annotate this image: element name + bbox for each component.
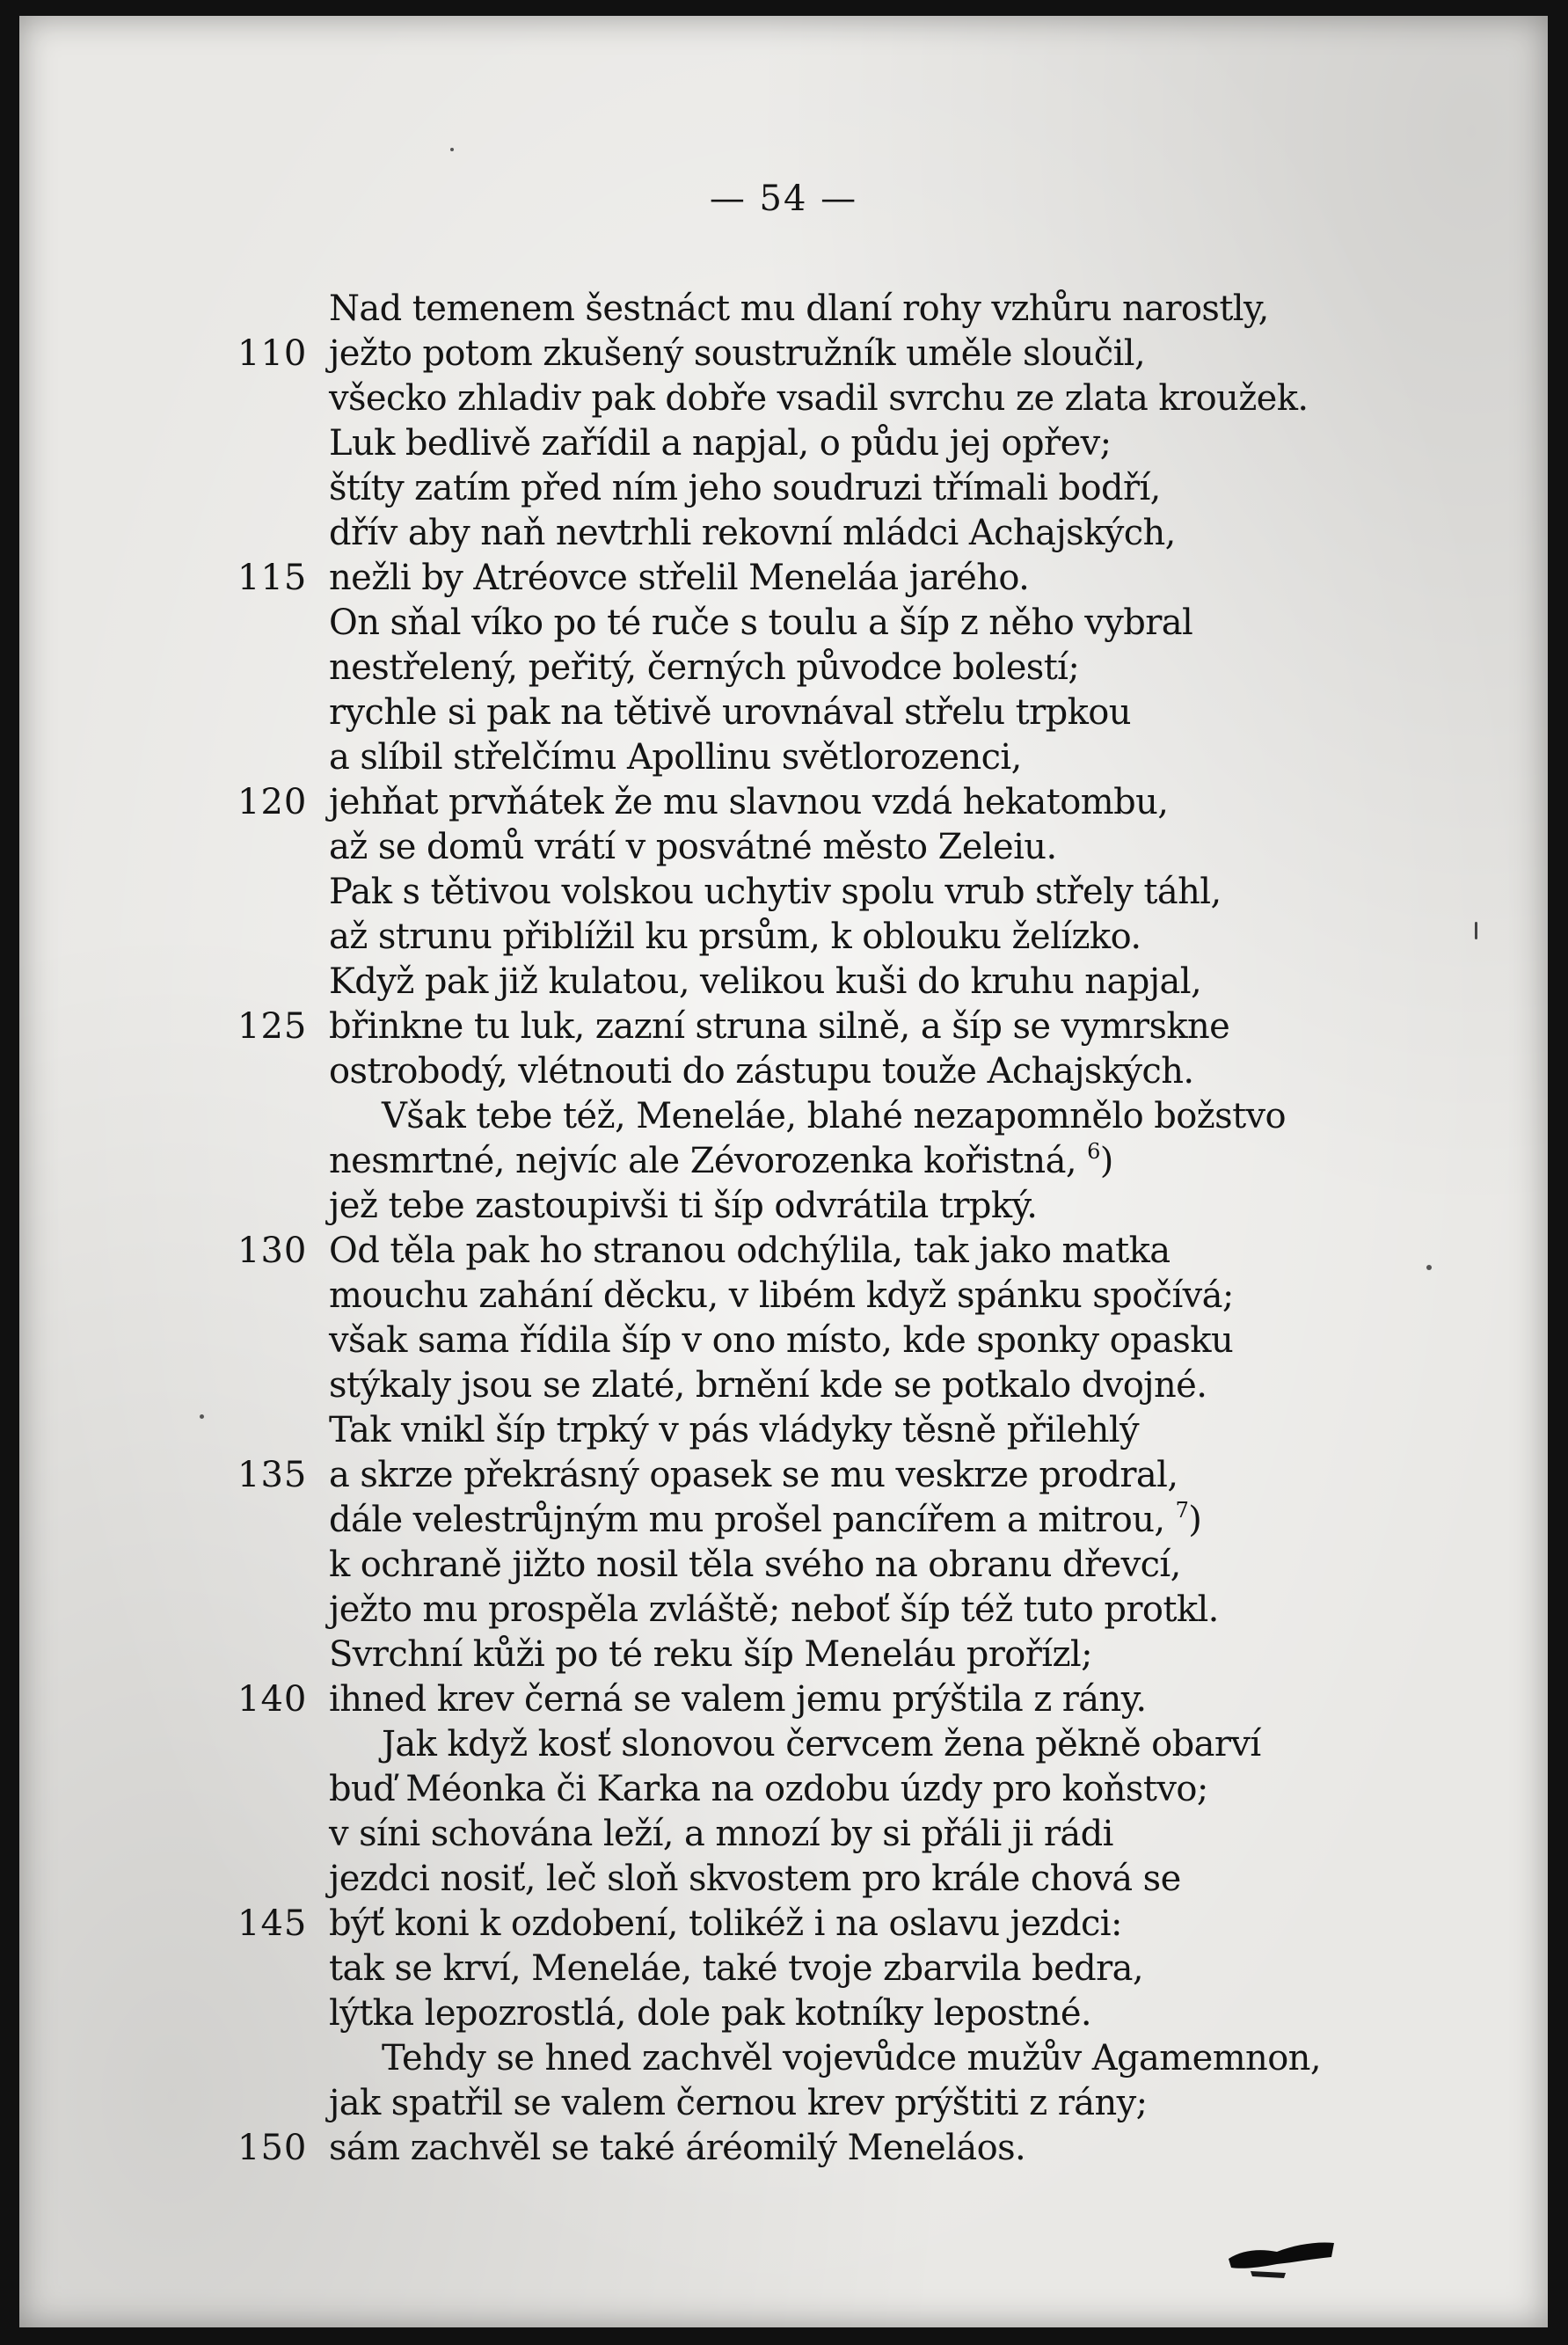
verse-text-wrapper [329,1139,1113,1184]
verse-text-wrapper [329,376,1309,421]
verse-text: stýkaly jsou se zlaté, brnění kde se potkalo dvojné. [329,1365,1207,1406]
verse-text-wrapper [329,915,1141,960]
verse-line [19,825,1548,870]
verse-line [19,1363,1548,1408]
line-number: 125 [237,1006,308,1047]
verse-block [19,287,1548,2171]
verse-line [19,1184,1548,1229]
verse-text-wrapper [329,1812,1113,1857]
verse-text-wrapper [329,2126,1025,2171]
footnote-marker: 7 [1175,1498,1189,1523]
verse-text: Tehdy se hned zachvěl vojevůdce mužův Agamemnon, [382,2038,1321,2078]
verse-line [19,1902,1548,1947]
line-number: 130 [237,1231,308,1271]
verse-text-wrapper [382,1722,1261,1767]
verse-line [19,1229,1548,1274]
verse-text: jezdci nosiť, leč sloň skvostem pro krále chová se [329,1859,1181,1899]
line-number: 150 [237,2128,308,2168]
verse-line [19,1991,1548,2036]
book-page [19,16,1548,2327]
verse-text: a skrze překrásný opasek se mu veskrze prodral, [329,1455,1178,1495]
verse-text: dále velestrůjným mu prošel pancířem a mitrou, [329,1500,1165,1540]
verse-line [19,960,1548,1004]
footnote-paren: ) [1099,1141,1113,1181]
verse-text-wrapper [329,780,1168,825]
verse-text-wrapper [329,1274,1234,1319]
verse-line [19,556,1548,601]
verse-text-wrapper [329,332,1145,376]
verse-text: Luk bedlivě zařídil a napjal, o půdu jej opřev; [329,423,1112,464]
verse-line [19,1049,1548,1094]
verse-text-wrapper [329,870,1222,915]
verse-text: nestřelený, peřitý, černých původce bolestí; [329,647,1080,688]
verse-text-wrapper [329,1408,1139,1453]
verse-text: ježto potom zkušený soustružník uměle sloučil, [329,333,1146,374]
verse-text: tak se krví, Meneláe, také tvoje zbarvila bedra, [329,1948,1144,1989]
verse-text-wrapper [329,1319,1233,1363]
verse-text-wrapper [329,511,1176,556]
verse-text-wrapper [329,1498,1201,1543]
verse-text: všecko zhladiv pak dobře vsadil svrchu ze zlata kroužek. [329,378,1309,419]
line-number: 120 [237,782,308,822]
paper-speck [1475,922,1477,939]
footnote-marker: 6 [1087,1139,1100,1164]
verse-text-wrapper [329,1229,1170,1274]
verse-text-wrapper [329,735,1022,780]
verse-text-wrapper [329,2081,1148,2126]
verse-text: jež tebe zastoupivši ti šíp odvrátila trpký. [329,1186,1038,1226]
verse-line [19,1004,1548,1049]
verse-text-wrapper [329,1184,1037,1229]
verse-text-wrapper [382,1094,1286,1139]
verse-text: lýtka lepozrostlá, dole pak kotníky lepostné. [329,1993,1092,2034]
verse-line [19,332,1548,376]
verse-line [19,511,1548,556]
verse-line [19,421,1548,466]
verse-text-wrapper [329,1543,1181,1588]
verse-text: a slíbil střelčímu Apollinu světlorozenci, [329,737,1022,778]
verse-text-wrapper [329,690,1131,735]
verse-text: až se domů vrátí v posvátné město Zeleiu. [329,827,1057,867]
verse-text-wrapper [329,1363,1207,1408]
verse-text-wrapper [329,1049,1194,1094]
verse-text: dřív aby naň nevtrhli rekovní mládci Achajských, [329,513,1176,553]
verse-line [19,646,1548,690]
verse-text-wrapper [329,1767,1208,1812]
verse-line [19,601,1548,646]
verse-line [19,1588,1548,1633]
verse-text: nežli by Atréovce střelil Meneláa jarého. [329,558,1030,598]
verse-text: Od těla pak ho stranou odchýlila, tak jako matka [329,1231,1171,1271]
verse-line [19,1139,1548,1184]
verse-text-wrapper [329,1991,1091,2036]
verse-line [19,1453,1548,1498]
verse-text: sám zachvěl se také áréomilý Meneláos. [329,2128,1026,2168]
verse-text: buď Méonka či Karka na ozdobu úzdy pro koňstvo; [329,1769,1208,1809]
verse-line [19,1543,1548,1588]
verse-text: Jak když kosť slonovou červcem žena pěkně obarví [382,1724,1261,1764]
verse-text-wrapper [329,1633,1092,1677]
verse-line [19,2081,1548,2126]
verse-line [19,690,1548,735]
verse-line [19,1498,1548,1543]
verse-line [19,287,1548,332]
verse-text: Pak s tětivou volskou uchytiv spolu vrub střely táhl, [329,872,1222,912]
verse-text-wrapper [329,1004,1229,1049]
verse-text: Tak vnikl šíp trpký v pás vládyky těsně přilehlý [329,1410,1140,1450]
verse-text: Svrchní kůži po té reku šíp Meneláu prořízl; [329,1634,1092,1675]
verse-text: nesmrtné, nejvíc ale Zévorozenka kořistná, [329,1141,1076,1181]
verse-text-wrapper [382,2036,1321,2081]
verse-text-wrapper [329,1857,1181,1902]
verse-text-wrapper [329,1677,1147,1722]
line-number: 115 [237,558,308,598]
verse-text-wrapper [329,1902,1122,1947]
verse-text: Však tebe též, Meneláe, blahé nezapomnělo božstvo [382,1096,1287,1136]
verse-text: jak spatřil se valem černou krev prýštiti z rány; [329,2083,1148,2123]
paper-speck [450,148,454,151]
verse-text-wrapper [329,556,1029,601]
footnote-paren: ) [1188,1500,1202,1540]
verse-text: On sňal víko po té ruče s toulu a šíp z něho vybral [329,603,1193,643]
verse-line [19,1274,1548,1319]
line-number: 110 [237,333,308,374]
verse-line [19,2126,1548,2171]
verse-line [19,780,1548,825]
verse-line [19,1857,1548,1902]
verse-line [19,1319,1548,1363]
verse-text-wrapper [329,960,1201,1004]
verse-text: Když pak již kulatou, velikou kuši do kruhu napjal, [329,961,1202,1002]
verse-line [19,1633,1548,1677]
verse-text: k ochraně jižto nosil těla svého na obranu dřevcí, [329,1545,1181,1585]
verse-line [19,1947,1548,1991]
verse-text-wrapper [329,1947,1143,1991]
verse-line [19,915,1548,960]
verse-line [19,870,1548,915]
paper-speck [200,1414,204,1419]
verse-line [19,1722,1548,1767]
page-number: — 54 — [709,179,858,219]
verse-text-wrapper [329,646,1079,690]
verse-text: ihned krev černá se valem jemu prýštila z rány. [329,1679,1147,1720]
verse-text: jehňat prvňátek že mu slavnou vzdá hekatombu, [329,782,1169,822]
verse-text-wrapper [329,466,1161,511]
verse-text-wrapper [329,421,1112,466]
verse-line [19,1408,1548,1453]
verse-text: rychle si pak na tětivě urovnával střelu trpkou [329,692,1131,733]
line-number: 135 [237,1455,308,1495]
verse-text: ježto mu prospěla zvláště; neboť šíp též tuto protkl. [329,1589,1219,1630]
verse-text-wrapper [329,1588,1219,1633]
verse-text-wrapper [329,601,1192,646]
verse-text: mouchu zahání děcku, v libém když spánku spočívá; [329,1275,1234,1316]
verse-text: Nad temenem šestnáct mu dlaní rohy vzhůru narostly, [329,289,1269,329]
paper-speck [1426,1265,1432,1270]
verse-line [19,735,1548,780]
line-number: 140 [237,1679,308,1720]
verse-text: býť koni k ozdobení, tolikéž i na oslavu jezdci: [329,1903,1122,1944]
verse-line [19,376,1548,421]
line-number: 145 [237,1903,308,1944]
verse-text: až strunu přiblížil ku prsům, k oblouku želízko. [329,917,1141,957]
verse-line [19,1677,1548,1722]
verse-text: štíty zatím před ním jeho soudruzi třímali bodří, [329,468,1161,508]
verse-line [19,466,1548,511]
verse-text: ostrobodý, vlétnouti do zástupu touže Achajských. [329,1051,1194,1092]
verse-line [19,1094,1548,1139]
verse-text: však sama řídila šíp v ono místo, kde sponky opasku [329,1320,1234,1361]
verse-text-wrapper [329,825,1057,870]
verse-text: v síni schována leží, a mnozí by si přáli ji rádi [329,1814,1113,1854]
verse-line [19,1812,1548,1857]
verse-text-wrapper [329,287,1269,332]
ink-blot [1224,2232,1338,2285]
verse-text-wrapper [329,1453,1178,1498]
verse-text: břinkne tu luk, zazní struna silně, a šíp se vymrskne [329,1006,1230,1047]
verse-line [19,1767,1548,1812]
verse-line [19,2036,1548,2081]
